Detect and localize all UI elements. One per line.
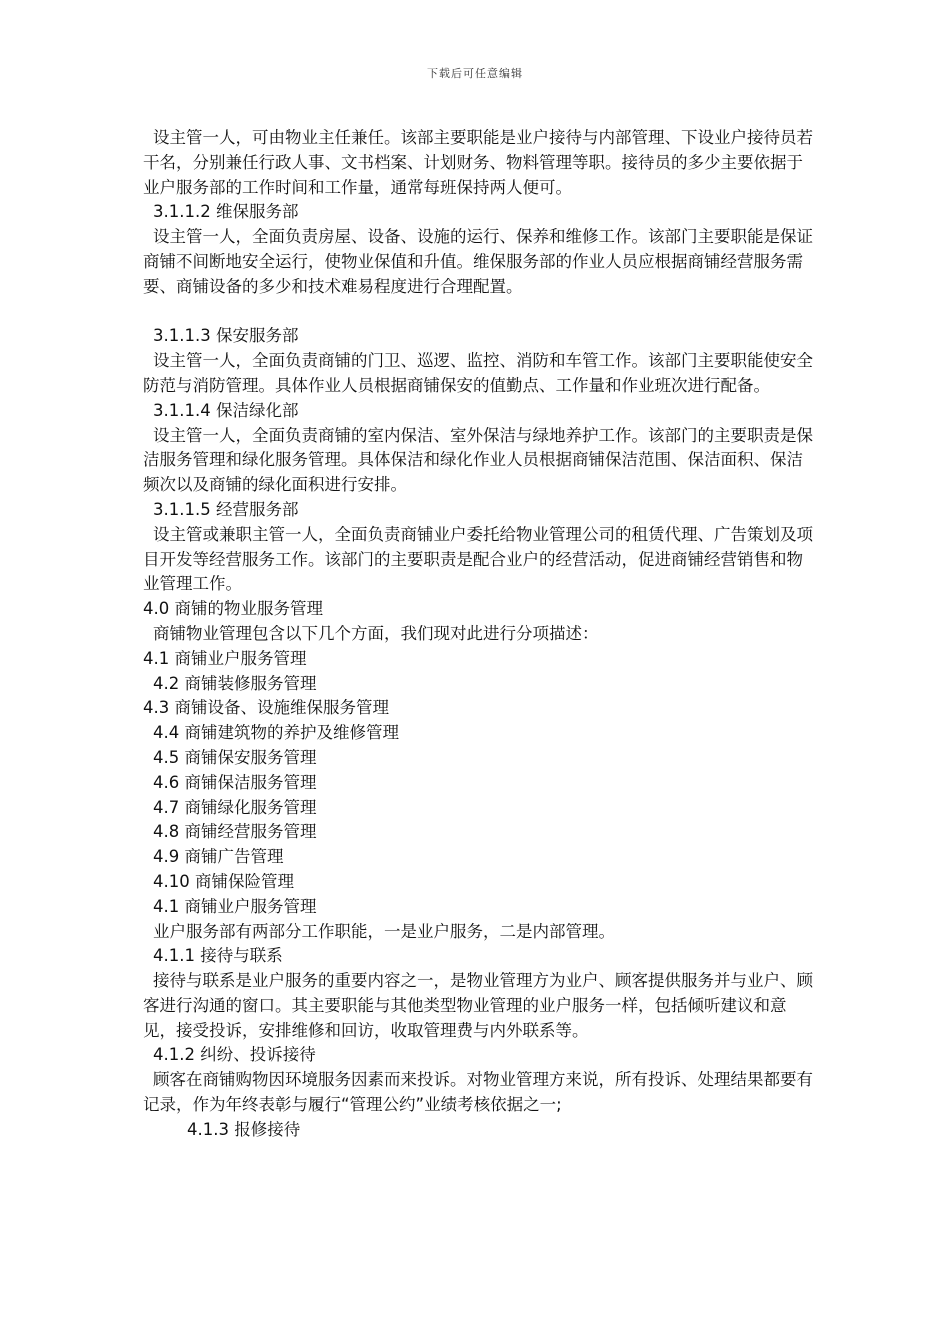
paragraph: 设主管一人，可由物业主任兼任。该部主要职能是业户接待与内部管理、下设业户接待员若干名，分别兼任行政人事、文书档案、计划财务、物料管理等职。接待员的多少主要依据于业户服务部的工作时间和工作量，通常每班保持两人便可。 (143, 128, 813, 197)
paragraph: 商铺物业管理包含以下几个方面，我们现对此进行分项描述： (153, 623, 599, 643)
paragraph: 顾客在商铺购物因环境服务因素而来投诉。对物业管理方来说，所有投诉、处理结果都要有记录，作为年终表彰与履行“管理公约”业绩考核依据之一; (143, 1070, 813, 1115)
list-item: 4.6 商铺保洁服务管理 (153, 772, 317, 792)
document-body (143, 126, 815, 1143)
list-item: 4.7 商铺绿化服务管理 (153, 797, 317, 817)
list-item: 4.10 商铺保险管理 (153, 871, 294, 891)
section-heading: 3.1.1.3 保安服务部 (153, 326, 299, 346)
section-heading: 3.1.1.5 经营服务部 (153, 499, 299, 519)
paragraph: 设主管一人，全面负责房屋、设备、设施的运行、保养和维修工作。该部门主要职能是保证商铺不间断地安全运行，使物业保值和升值。维保服务部的作业人员应根据商铺经营服务需要、商铺设备的多少和技术难易程度进行合理配置。 (143, 227, 813, 296)
section-heading: 4.1.3 报修接待 (187, 1119, 301, 1139)
section-heading: 3.1.1.4 保洁绿化部 (153, 400, 299, 420)
section-heading: 4.1.2 纠纷、投诉接待 (153, 1045, 316, 1065)
paragraph: 接待与联系是业户服务的重要内容之一，是物业管理方为业户、顾客提供服务并与业户、顾客进行沟通的窗口。其主要职能与其他类型物业管理的业户服务一样，包括倾听建议和意见，接受投诉，安排维修和回访，收取管理费与内外联系等。 (143, 971, 813, 1040)
paragraph: 设主管一人，全面负责商铺的室内保洁、室外保洁与绿地养护工作。该部门的主要职责是保洁服务管理和绿化服务管理。具体保洁和绿化作业人员根据商铺保洁范围、保洁面积、保洁频次以及商铺的绿化面积进行安排。 (143, 425, 813, 495)
list-item: 4.3 商铺设备、设施维保服务管理 (143, 698, 389, 718)
list-item: 4.2 商铺装修服务管理 (153, 673, 317, 693)
paragraph: 业户服务部有两部分工作职能，一是业户服务，二是内部管理。 (153, 921, 615, 941)
paragraph: 设主管一人，全面负责商铺的门卫、巡逻、监控、消防和车管工作。该部门主要职能使安全防范与消防管理。具体作业人员根据商铺保安的值勤点、工作量和作业班次进行配备。 (143, 351, 813, 395)
list-item: 4.5 商铺保安服务管理 (153, 747, 317, 767)
section-heading: 4.1 商铺业户服务管理 (153, 896, 317, 916)
list-item: 4.9 商铺广告管理 (153, 847, 284, 867)
list-item: 4.1 商铺业户服务管理 (143, 648, 307, 668)
paragraph: 设主管或兼职主管一人，全面负责商铺业户委托给物业管理公司的租赁代理、广告策划及项目开发等经营服务工作。该部门的主要职责是配合业户的经营活动，促进商铺经营销售和物业管理工作。 (143, 524, 813, 594)
blank-line (143, 300, 815, 325)
section-heading: 4.1.1 接待与联系 (153, 946, 283, 966)
page-header: 下载后可任意编辑 (427, 67, 523, 80)
chapter-heading: 4.0 商铺的物业服务管理 (143, 599, 323, 619)
section-heading: 3.1.1.2 维保服务部 (153, 202, 299, 222)
list-item: 4.4 商铺建筑物的养护及维修管理 (153, 723, 399, 743)
list-item: 4.8 商铺经营服务管理 (153, 822, 317, 842)
